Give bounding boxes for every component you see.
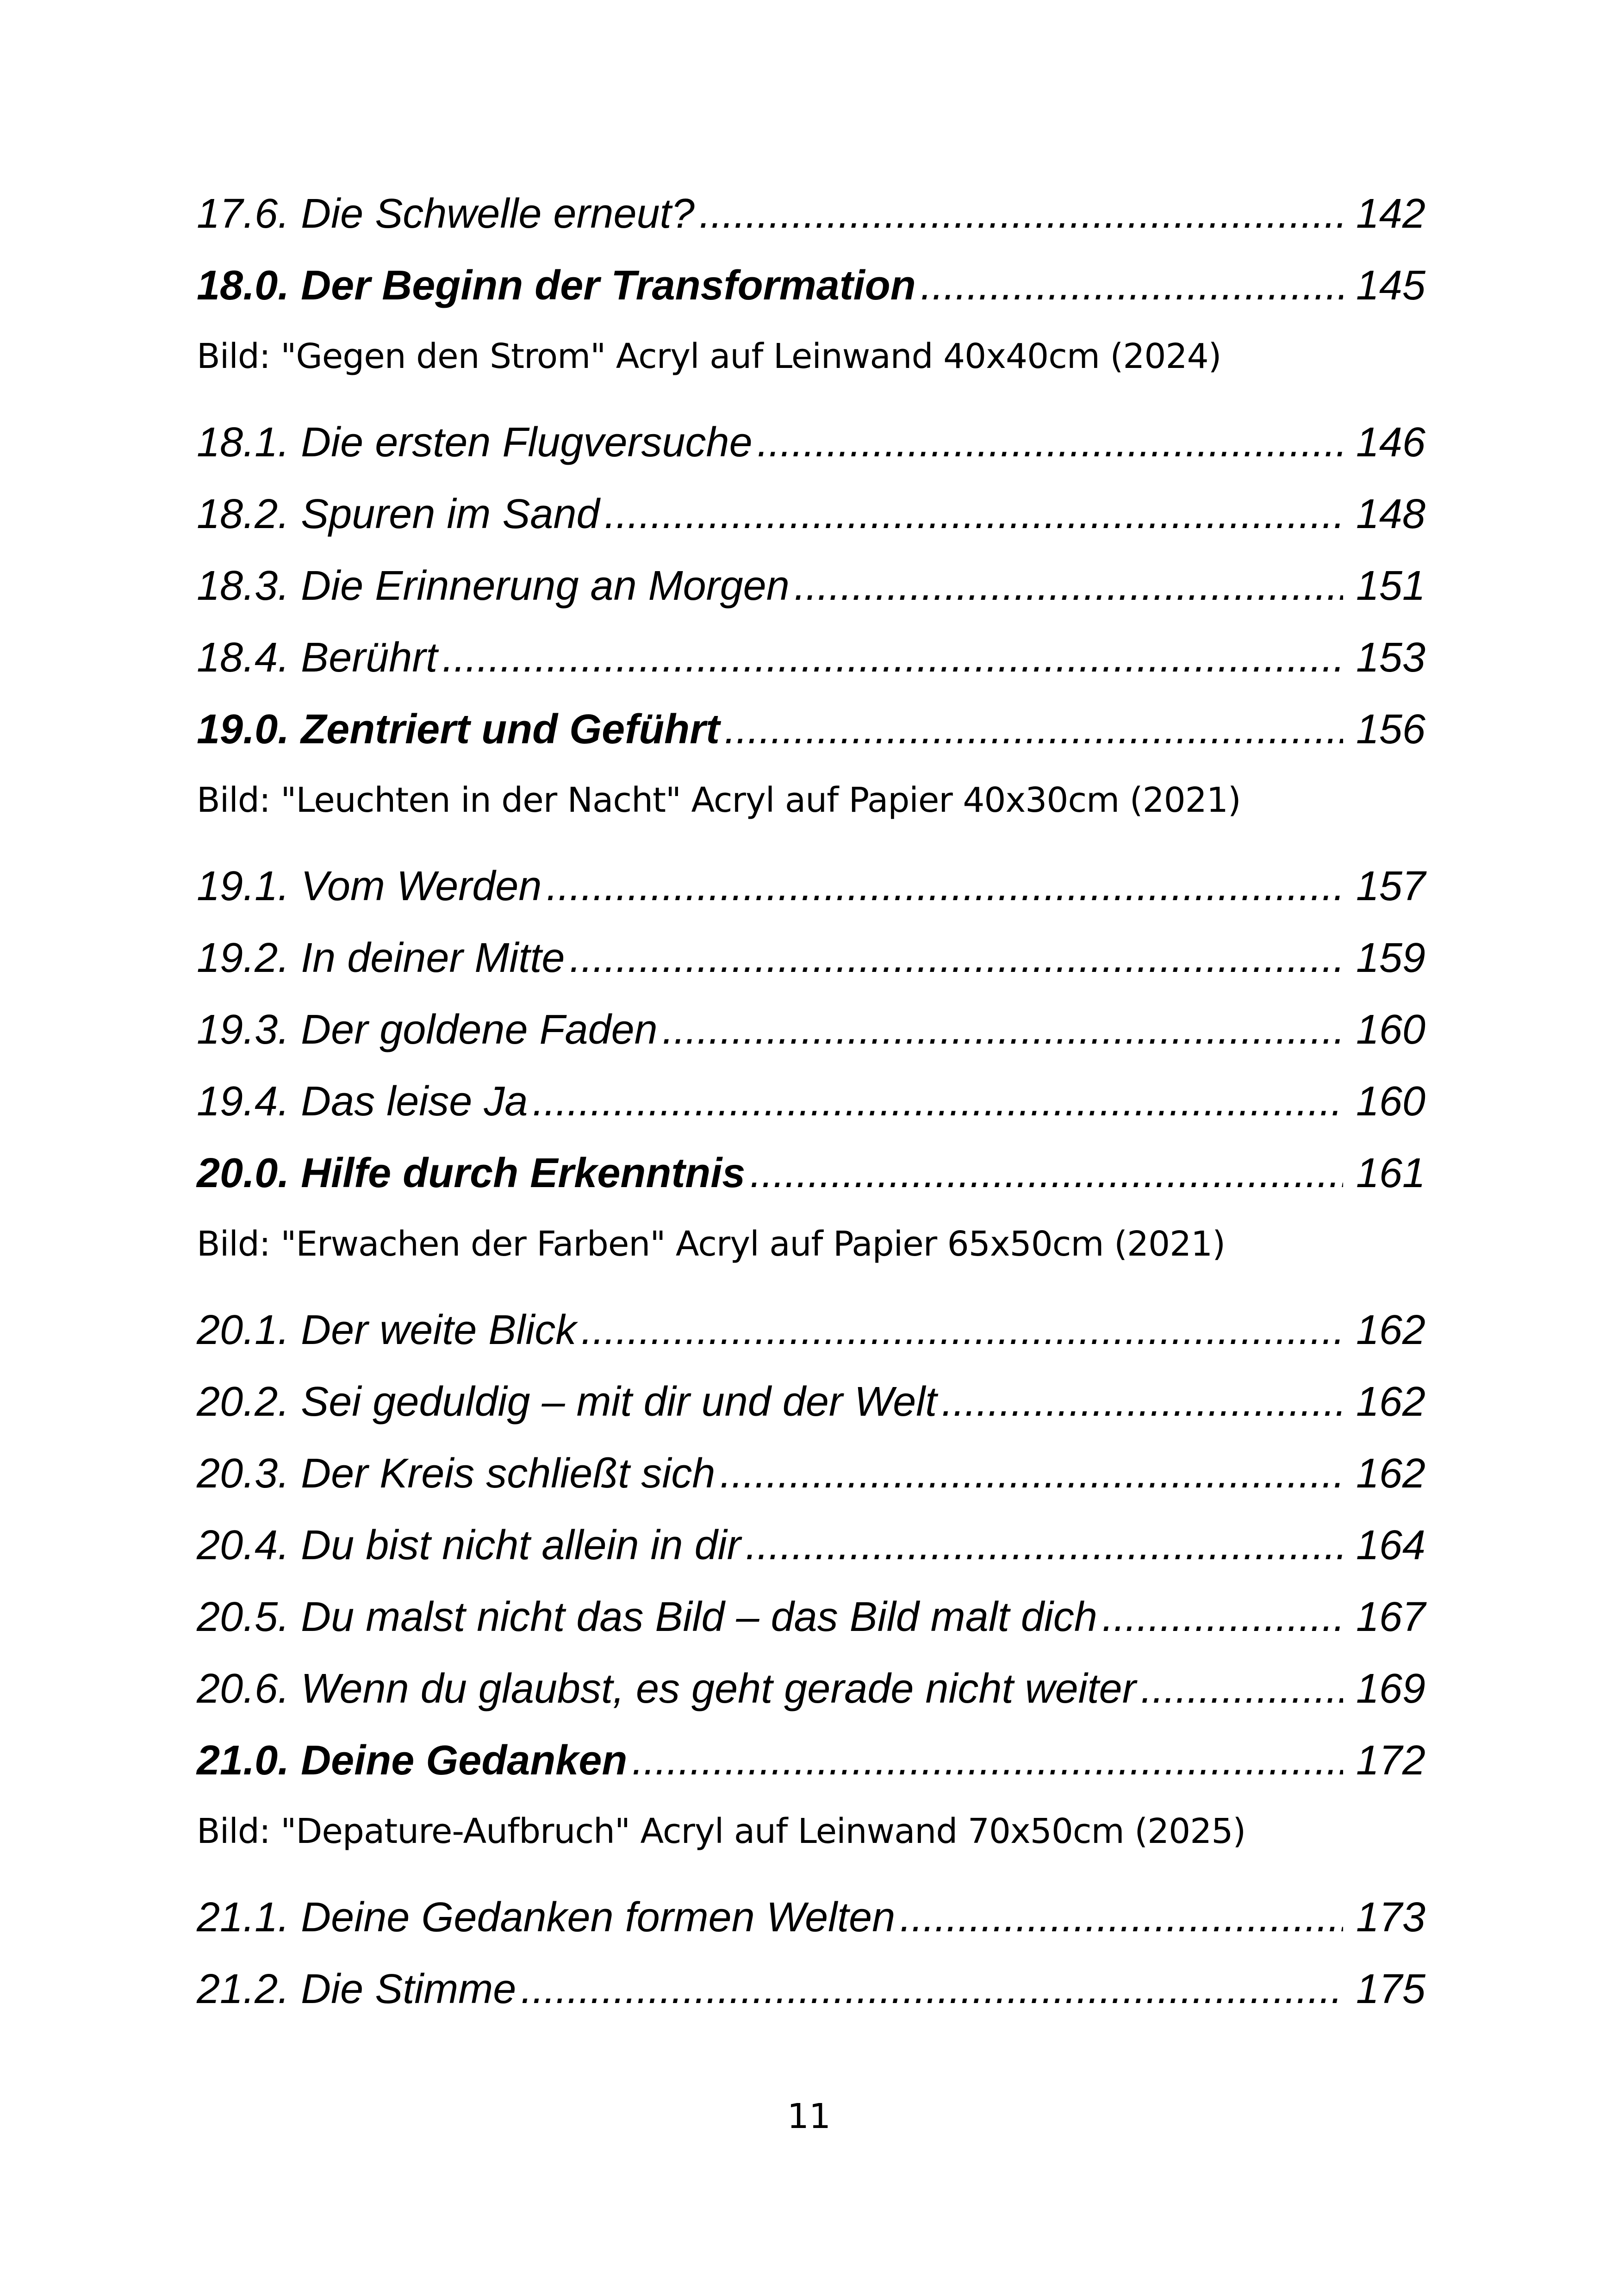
image-caption: Bild: "Depature-Aufbruch" Acryl auf Leinwand 70x50cm (2025) bbox=[197, 1811, 1246, 1851]
page-number: 11 bbox=[787, 2097, 831, 2136]
toc-entry-title: 18.0. Der Beginn der Transformation bbox=[197, 262, 916, 309]
toc-page-number: 162 bbox=[1356, 1450, 1425, 1497]
dot-leader bbox=[720, 1438, 1343, 1510]
toc-page-number: 153 bbox=[1356, 635, 1425, 681]
toc-section-entry bbox=[197, 550, 1425, 622]
toc-entry-title: 20.0. Hilfe durch Erkenntnis bbox=[197, 1150, 746, 1196]
toc-page-number: 162 bbox=[1356, 1379, 1425, 1425]
toc-page-number: 159 bbox=[1356, 935, 1425, 981]
toc-entry-title: 19.3. Der goldene Faden bbox=[197, 1007, 658, 1053]
toc-section-entry bbox=[197, 1366, 1425, 1438]
dot-leader bbox=[632, 1725, 1343, 1797]
toc-entry-title: 20.4. Du bist nicht allein in dir bbox=[197, 1522, 741, 1568]
toc-entry-title: 18.3. Die Erinnerung an Morgen bbox=[197, 563, 790, 609]
toc-chapter-entry bbox=[197, 1725, 1425, 1797]
dot-leader bbox=[521, 1954, 1343, 2025]
toc-page-number: 146 bbox=[1356, 419, 1425, 466]
dot-leader bbox=[546, 851, 1343, 922]
dot-leader bbox=[442, 622, 1343, 694]
dot-leader bbox=[699, 178, 1343, 250]
toc-chapter-entry bbox=[197, 250, 1425, 322]
toc-section-entry bbox=[197, 1581, 1425, 1653]
dot-leader bbox=[581, 1294, 1343, 1366]
toc-page-number: 175 bbox=[1356, 1966, 1425, 2012]
toc-section-entry bbox=[197, 851, 1425, 922]
toc-section-entry bbox=[197, 1954, 1425, 2025]
dot-leader bbox=[604, 479, 1343, 550]
image-caption: Bild: "Gegen den Strom" Acryl auf Leinwand 40x40cm (2024) bbox=[197, 336, 1221, 376]
toc-page-number: 164 bbox=[1356, 1522, 1425, 1568]
toc-page-number: 151 bbox=[1356, 563, 1425, 609]
toc-section-entry bbox=[197, 622, 1425, 694]
dot-leader bbox=[941, 1366, 1343, 1438]
dot-leader bbox=[746, 1510, 1343, 1581]
dot-leader bbox=[750, 1138, 1343, 1209]
toc-entry-title: 18.1. Die ersten Flugversuche bbox=[197, 419, 753, 466]
dot-leader bbox=[900, 1882, 1343, 1954]
image-caption: Bild: "Erwachen der Farben" Acryl auf Papier 65x50cm (2021) bbox=[197, 1224, 1226, 1264]
table-of-contents bbox=[197, 178, 1425, 2025]
toc-entry-title: 19.2. In deiner Mitte bbox=[197, 935, 565, 981]
toc-page-number: 161 bbox=[1356, 1150, 1425, 1196]
toc-section-entry bbox=[197, 1294, 1425, 1366]
toc-entry-title: 21.0. Deine Gedanken bbox=[197, 1737, 628, 1784]
toc-entry-title: 19.1. Vom Werden bbox=[197, 863, 542, 909]
toc-page-number: 160 bbox=[1356, 1078, 1425, 1125]
toc-section-entry bbox=[197, 1882, 1425, 1954]
toc-entry-title: 21.2. Die Stimme bbox=[197, 1966, 517, 2012]
toc-entry-title: 20.5. Du malst nicht das Bild – das Bild malt dich bbox=[197, 1594, 1097, 1640]
toc-page-number: 142 bbox=[1356, 191, 1425, 237]
image-caption: Bild: "Leuchten in der Nacht" Acryl auf Papier 40x30cm (2021) bbox=[197, 780, 1241, 820]
toc-section-entry bbox=[197, 407, 1425, 479]
toc-entry-title: 19.0. Zentriert und Geführt bbox=[197, 706, 720, 753]
toc-entry-title: 18.2. Spuren im Sand bbox=[197, 491, 600, 537]
toc-page-number: 169 bbox=[1356, 1666, 1425, 1712]
toc-chapter-entry bbox=[197, 694, 1425, 765]
dot-leader bbox=[569, 922, 1343, 994]
toc-section-entry bbox=[197, 1510, 1425, 1581]
toc-page-number: 160 bbox=[1356, 1007, 1425, 1053]
toc-page-number: 157 bbox=[1356, 863, 1425, 909]
toc-entry-title: 19.4. Das leise Ja bbox=[197, 1078, 528, 1125]
toc-section-entry bbox=[197, 1066, 1425, 1138]
toc-section-entry bbox=[197, 479, 1425, 550]
toc-page-number: 145 bbox=[1356, 262, 1425, 309]
dot-leader bbox=[921, 250, 1343, 322]
toc-entry-title: 17.6. Die Schwelle erneut? bbox=[197, 191, 695, 237]
toc-page-number: 173 bbox=[1356, 1894, 1425, 1941]
toc-entry-title: 20.3. Der Kreis schließt sich bbox=[197, 1450, 716, 1497]
toc-entry-title: 20.6. Wenn du glaubst, es geht gerade nicht weiter bbox=[197, 1666, 1136, 1712]
dot-leader bbox=[1141, 1653, 1343, 1725]
toc-page-number: 172 bbox=[1356, 1737, 1425, 1784]
dot-leader bbox=[724, 694, 1343, 765]
toc-page-number: 162 bbox=[1356, 1307, 1425, 1353]
dot-leader bbox=[757, 407, 1343, 479]
toc-page-number: 167 bbox=[1356, 1594, 1425, 1640]
toc-entry-title: 18.4. Berührt bbox=[197, 635, 438, 681]
toc-section-entry bbox=[197, 922, 1425, 994]
dot-leader bbox=[794, 550, 1343, 622]
toc-entry-title: 20.2. Sei geduldig – mit dir und der Welt bbox=[197, 1379, 937, 1425]
toc-entry-title: 21.1. Deine Gedanken formen Welten bbox=[197, 1894, 896, 1941]
dot-leader bbox=[532, 1066, 1343, 1138]
toc-chapter-entry bbox=[197, 1138, 1425, 1209]
toc-section-entry bbox=[197, 994, 1425, 1066]
toc-section-entry bbox=[197, 178, 1425, 250]
toc-entry-title: 20.1. Der weite Blick bbox=[197, 1307, 577, 1353]
toc-section-entry bbox=[197, 1438, 1425, 1510]
dot-leader bbox=[1102, 1581, 1343, 1653]
toc-page-number: 156 bbox=[1356, 706, 1425, 753]
toc-section-entry bbox=[197, 1653, 1425, 1725]
toc-page-number: 148 bbox=[1356, 491, 1425, 537]
dot-leader bbox=[662, 994, 1343, 1066]
